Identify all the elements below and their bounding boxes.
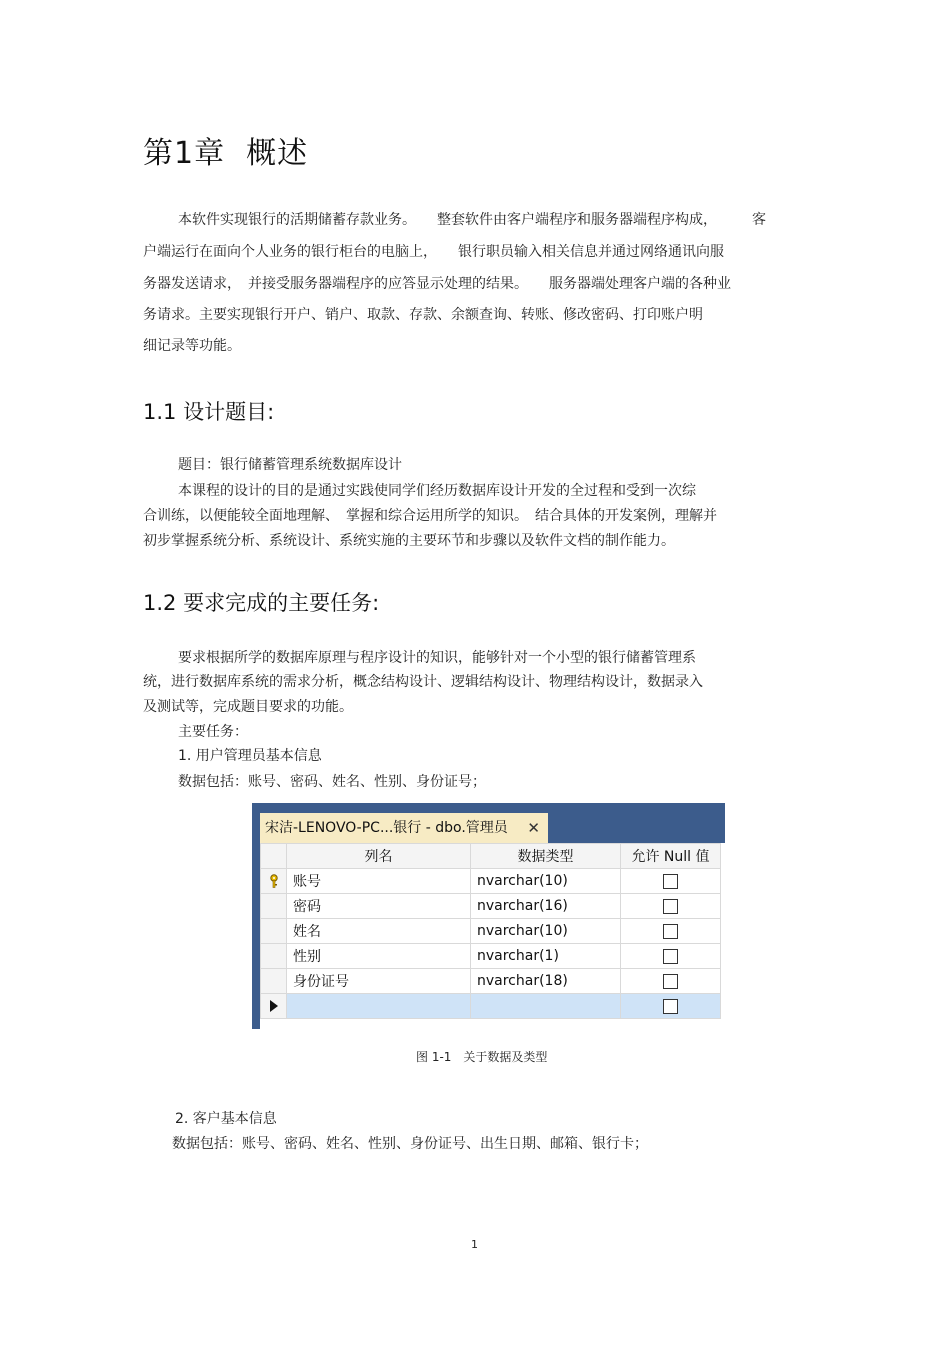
row-selector-header (261, 844, 287, 869)
section-1-1-line: 题目：银行储蓄管理系统数据库设计 (178, 457, 402, 473)
section-1-2-line: 及测试等，完成题目要求的功能。 (143, 699, 353, 715)
row-selector[interactable] (261, 944, 287, 969)
data-type-cell[interactable]: nvarchar(10) (471, 869, 621, 894)
allow-null-checkbox[interactable] (663, 949, 678, 964)
column-header-allow-null[interactable]: 允许 Null 值 (621, 844, 721, 869)
allow-null-cell (621, 894, 721, 919)
page-number: 1 (471, 1238, 478, 1251)
column-header-name[interactable]: 列名 (287, 844, 471, 869)
figure-caption: 图 1-1 关于数据及类型 (416, 1050, 548, 1064)
column-name-cell[interactable]: 账号 (287, 869, 471, 894)
column-name-cell[interactable]: 身份证号 (287, 969, 471, 994)
allow-null-checkbox[interactable] (663, 974, 678, 989)
section-1-1-line: 本课程的设计的目的是通过实践使同学们经历数据库设计开发的全过程和受到一次综 (178, 483, 696, 499)
column-name-cell[interactable]: 姓名 (287, 919, 471, 944)
column-grid (260, 843, 721, 1019)
column-header-type[interactable]: 数据类型 (471, 844, 621, 869)
data-type-cell[interactable]: nvarchar(10) (471, 919, 621, 944)
section-1-1-title: 1.1 设计题目: (143, 400, 275, 424)
allow-null-checkbox[interactable] (663, 924, 678, 939)
section-1-2-title: 1.2 要求完成的主要任务: (143, 591, 380, 615)
row-selector[interactable] (261, 969, 287, 994)
allow-null-cell (621, 969, 721, 994)
intro-line-1: 本软件实现银行的活期储蓄存款业务。 整套软件由客户端程序和服务器端程序构成， 客 (178, 212, 766, 228)
allow-null-checkbox[interactable] (663, 999, 678, 1014)
grid-header-row (261, 844, 721, 869)
document-tab-title: 宋洁-LENOVO-PC...银行 - dbo.管理员 (265, 820, 508, 836)
section-1-2-line: 要求根据所学的数据库原理与程序设计的知识，能够针对一个小型的银行储蓄管理系 (178, 650, 696, 666)
row-selector[interactable] (261, 869, 287, 894)
after-figure-line: 数据包括：账号、密码、姓名、性别、身份证号、出生日期、邮箱、银行卡； (172, 1136, 648, 1152)
allow-null-cell (621, 994, 721, 1019)
row-selector[interactable] (261, 919, 287, 944)
chapter-title (143, 128, 308, 172)
intro-line-5: 细记录等功能。 (143, 338, 241, 354)
table-row (261, 969, 721, 994)
table-row (261, 919, 721, 944)
allow-null-cell (621, 944, 721, 969)
document-tab[interactable] (260, 813, 548, 843)
allow-null-checkbox[interactable] (663, 874, 678, 889)
section-1-2-line: 主要任务： (178, 724, 248, 740)
chapter-name: 概述 (246, 136, 309, 171)
data-type-cell[interactable]: nvarchar(18) (471, 969, 621, 994)
window-frame-left (252, 843, 260, 1029)
new-row (261, 994, 721, 1019)
row-selector[interactable] (261, 994, 287, 1019)
column-name-cell[interactable]: 密码 (287, 894, 471, 919)
data-type-cell[interactable]: nvarchar(1) (471, 944, 621, 969)
allow-null-cell (621, 869, 721, 894)
intro-line-4: 务请求。主要实现银行开户、销户、取款、存款、余额查询、转账、修改密码、打印账户明 (143, 307, 703, 323)
intro-line-2: 户端运行在面向个人业务的银行柜台的电脑上， 银行职员输入相关信息并通过网络通讯向服 (143, 244, 724, 260)
section-1-1-line: 初步掌握系统分析、系统设计、系统实施的主要环节和步骤以及软件文档的制作能力。 (143, 533, 675, 549)
table-row (261, 944, 721, 969)
section-1-2-line: 数据包括：账号、密码、姓名、性别、身份证号； (178, 774, 486, 790)
current-row-arrow-icon (270, 1000, 278, 1012)
table-designer-screenshot (252, 803, 725, 1029)
after-figure-line: 2. 客户基本信息 (175, 1111, 277, 1127)
section-1-2-line: 1. 用户管理员基本信息 (178, 748, 322, 764)
data-type-cell[interactable]: nvarchar(16) (471, 894, 621, 919)
data-type-cell[interactable] (471, 994, 621, 1019)
close-icon[interactable]: ✕ (527, 819, 540, 837)
table-row (261, 869, 721, 894)
primary-key-icon (269, 874, 279, 888)
row-selector[interactable] (261, 894, 287, 919)
column-name-cell[interactable]: 性别 (287, 944, 471, 969)
section-1-2-line: 统，进行数据库系统的需求分析，概念结构设计、逻辑结构设计、物理结构设计，数据录入 (143, 674, 703, 690)
window-frame (252, 803, 725, 813)
chapter-number: 第1章 (143, 136, 226, 171)
allow-null-checkbox[interactable] (663, 899, 678, 914)
intro-line-3: 务器发送请求， 并接受服务器端程序的应答显示处理的结果。 服务器端处理客户端的各种业 (143, 276, 731, 292)
column-name-cell[interactable] (287, 994, 471, 1019)
table-row (261, 894, 721, 919)
section-1-1-line: 合训练，以便能较全面地理解、 掌握和综合运用所学的知识。 结合具体的开发案例，理解并 (143, 508, 717, 524)
allow-null-cell (621, 919, 721, 944)
